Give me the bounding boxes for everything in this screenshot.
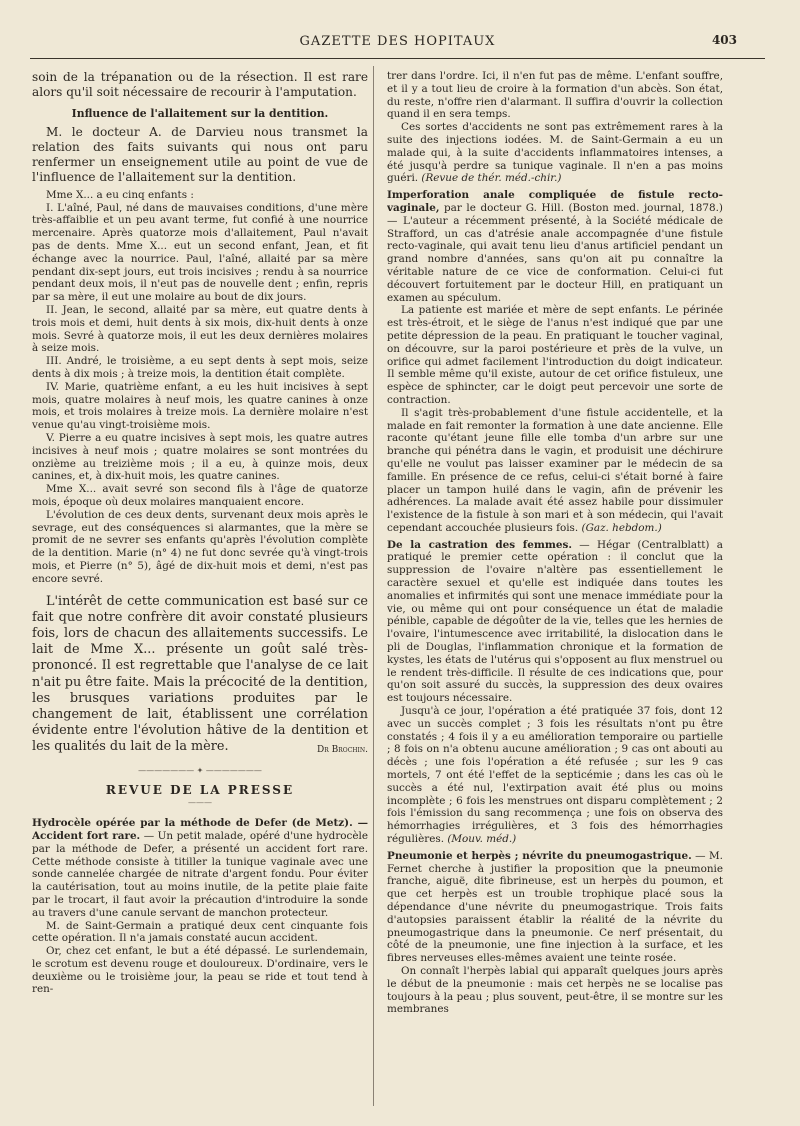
paragraph: soin de la trépanation ou de la résection. Il est rare alors qu'il soit nécessaire de recourir à l'amputation. [32, 70, 368, 99]
paragraph: IV. Marie, quatrième enfant, a eu les huit incisives à sept mois, quatre molaires à neuf mois, les quatre canines à onze mois, et trois molaires à treize mois. La dernière molaire n'est venue qu'au vingt-troisième mois. [32, 380, 368, 432]
article-title: Imperforation anale compliquée de fistule recto-vaginale, [387, 189, 723, 214]
paragraph [387, 189, 723, 304]
paragraph-text: Il s'agit très-probablement d'une fistule accidentelle, et la malade en fait remonter la formation à une date ancienne. Elle raconte qu'étant jeune fille elle tomba d'un arbre sur une branche qui pénétra dans le vagin, et produisit une déchirure qu'elle ne voulut pas laisser examiner par le médecin de sa famille. En présence de ce refus, celui-ci s'était borné à faire placer un tampon huilé dans le vagin, afin de prévenir les adhérences. La malade avait été assez habile pour dissimuler l'existence de la fistule à son mari et à son médecin, qui l'avait cependant accouchée plusieurs fois. [387, 406, 723, 534]
article-body: — M. Fernet cherche à justifier la proposition que la pneumonie franche, aiguë, dite fibrineuse, est un herpès du poumon, et que cet herpès est un trouble trophique placé sous la dépendance d'une névrite du pneumogastrique. Trois faits d'autopsies paraissent établir la réalité de la névrite du pneumogastrique dans la pneumonie. Ce nerf présentait, du côté de la pneumonie, une fine injection à la surface, et les fibres nerveuses elles-mêmes avaient une teinte rosée. [387, 849, 723, 965]
section-title: Influence de l'allaitement sur la dentition. [71, 107, 329, 120]
left-column [32, 70, 368, 1110]
paragraph [387, 705, 723, 846]
running-title: GAZETTE DES HOPITAUX [299, 34, 496, 49]
small-rule: ——— [188, 798, 212, 808]
paragraph: M. le docteur A. de Darvieu nous transmet la relation des faits suivants qui nous ont paru renfermer un enseignement utile au point de vue de l'influence de l'allaitement sur la dentition. [32, 124, 368, 184]
page-number: 403 [711, 33, 737, 47]
paragraph: V. Pierre a eu quatre incisives à sept mois, les quatre autres incisives à neuf mois ; quatre molaires se sont montrées du onzième au treizième mois ; il a eu, à quinze mois, deux canines, et, à dix-huit mois, les quatre canines. [32, 431, 368, 483]
paragraph: On connaît l'herpès labial qui apparaît quelques jours après le début de la pneumonie : mais cet herpès ne se localise pas toujours à la peau ; plus souvent, peut-être, il se montre sur les membranes [387, 964, 723, 1016]
article-title: Hydrocèle opérée par la méthode de Defer (de Metz). — Accident fort rare. [32, 817, 368, 842]
paragraph [387, 407, 723, 535]
article-body: par le docteur G. Hill. (Boston med. journal, 1878.) — L'auteur a récemment présenté, à la Société médicale de Strafford, un cas d'atrésie anale accompagnée d'une fistule recto-vaginale, qui avait tenu lieu d'anus artificiel pendant un grand nombre d'années, sans qu'on ait pu connaître la véritable nature de ce vice de conformation. Celui-ci fut découvert fortuitement par le docteur Hill, en pratiquant un examen au spéculum. [387, 201, 723, 304]
article-title: Pneumonie et herpès ; névrite du pneumogastrique. [387, 849, 692, 862]
paragraph: L'évolution de ces deux dents, survenant deux mois après le sevrage, eut des conséquences si alarmantes, que la mère se promit de ne sevrer ses enfants qu'après l'évolution complète de la dentition. Marie (n° 4) ne fut donc sevrée qu'à vingt-trois mois, et Pierre (n° 5), âgé de dix-huit mois et demi, n'est pas encore sevré. [32, 508, 368, 585]
separator-ornament: ——————— ✦ ——————— [138, 766, 262, 776]
source-citation: (Revue de thér. méd.-chir.) [421, 172, 562, 185]
paragraph [387, 850, 723, 965]
page-header [30, 30, 765, 59]
revue-title: REVUE DE LA PRESSE [105, 783, 295, 798]
source-citation: (Gaz. hebdom.) [581, 521, 662, 534]
paragraph: III. André, le troisième, a eu sept dents à sept mois, seize dents à dix mois ; à treize mois, la dentition était complète. [32, 355, 368, 380]
right-column [387, 70, 723, 1110]
paragraph: II. Jean, le second, allaité par sa mère, eut quatre dents à trois mois et demi, huit dents à six mois, dix-huit dents à onze mois. Sevré à quatorze mois, il eut les deux dernières molaires à seize mois. [32, 303, 368, 355]
paragraph: Mme X... a eu cinq enfants : [46, 188, 194, 201]
paragraph: trer dans l'ordre. Ici, il n'en fut pas de même. L'enfant souffre, et il y a tout lieu de croire à la formation d'un abcès. Son état, du reste, n'offre rien d'alarmant. Il suffira d'ouvrir la collection quand il en sera temps. [387, 70, 723, 121]
paragraph: M. de Saint-Germain a pratiqué deux cent cinquante fois cette opération. Il n'a jamais constaté aucun accident. [32, 919, 368, 945]
paragraph: Mme X... avait sevré son second fils à l'âge de quatorze mois, époque où deux molaires manquaient encore. [32, 483, 368, 508]
paragraph-text: Jusqu'à ce jour, l'opération a été pratiquée 37 fois, dont 12 avec un succès complet ; 3 fois les résultats n'ont pu être constatés ; 4 fois il y a eu amélioration temporaire ou partielle ; 8 fois on n'a obtenu aucune amélioration ; 9 cas ont abouti au décès ; une fois l'opération a été refusée ; sur les 9 cas mortels, 7 ont été l'effet de la septicémie ; dans les cas où le succès a été nul, l'extirpation avait été plus ou moins incomplète ; 6 fois les menstrues ont disparu complètement ; 2 fois l'émission du sang recommença ; une fois on observa des hémorrhagies irrégulières, et 3 fois des hémorrhagies régulières. [387, 705, 723, 846]
paragraph: I. L'aîné, Paul, né dans de mauvaises conditions, d'une mère très-affaiblie et un peu avant terme, fut confié à une nourrice mercenaire. Après quatorze mois d'allaitement, Paul n'avait pas de dents. Mme X... eut un second enfant, Jean, et fit échange avec la nourrice. Paul, l'aîné, allaité par sa mère pendant dix-sept jours, eut trois incisives ; rendu à sa nourrice pendant deux mois, il n'eut pas de nouvelle dent ; enfin, repris par sa mère, il eut une molaire au bout de dix jours. [32, 201, 368, 304]
column-divider [373, 66, 374, 1106]
article-body: — Hégar (Centralblatt) a pratiqué le premier cette opération : il conclut que la suppression de l'ovaire n'altère pas essentiellement le caractère sexuel et qu'elle est indiquée dans toutes les anomalies et infirmités qui sont une menace immédiate pour la vie, ou même qui ont pour conséquence un état de maladie pénible, capable de dégoûter de la vie, telles que les hernies de l'ovaire, l'intumescence avec irritabilité, la dislocation dans le pli de Douglas, l'inflammation chronique et la formation de kystes, les états de l'utérus qui s'opposent au flux menstruel ou le rendent très-difficile. Il résulte de ces indications que, pour qu'on soit assuré du succès, la suppression des deux ovaires est toujours nécessaire. [387, 538, 723, 705]
signature: Dr Brochin. [317, 744, 368, 755]
source-citation: (Mouv. méd.) [447, 833, 517, 846]
paragraph: Or, chez cet enfant, le but a été dépassé. Le surlendemain, le scrotum est devenu rouge et douloureux. D'ordinaire, vers le deuxième ou le troisième jour, la peau se ride et tout tend à ren- [32, 945, 368, 996]
article-title: De la castration des femmes. [387, 538, 572, 551]
article-body: — Un petit malade, opéré d'une hydrocèle par la méthode de Defer, a présenté un accident fort rare. Cette méthode consiste à titiller la tunique vaginale avec une sonde cannelée chargée de nitrate d'argent fondu. Pour éviter la cautérisation, tout au moins inutile, de la petite plaie faite par le trocart, il faut avoir la précaution d'introduire la sonde au travers d'une canule servant de manchon protecteur. [32, 829, 368, 919]
paragraph-text: Ces sortes d'accidents ne sont pas extrêmement rares à la suite des injections iodées. M. de Saint-Germain a eu un malade qui, à la suite d'accidents inflammatoires intenses, a été jusqu'à perdre sa tunique vaginale. Il n'en a pas moins guéri. [387, 121, 723, 185]
paragraph [387, 539, 723, 705]
paragraph [387, 121, 723, 185]
paragraph: L'intérêt de cette communication est basé sur ce fait que notre confrère dit avoir constaté plusieurs fois, lors de chacun des allaitements successifs. Le lait de Mme X... présente un goût salé très-prononcé. Il est regrettable que l'analyse de ce lait n'ait pu être faite. Mais la précocité de la dentition, les brusques variations produites par le changement de lait, établissent une corrélation évidente entre l'évolution hâtive de la dentition et les qualités du lait de la mère. [32, 593, 368, 755]
paragraph [32, 817, 368, 919]
paragraph: La patiente est mariée et mère de sept enfants. Le périnée est très-étroit, et le siège de l'anus n'est indiqué que par une petite dépression de la peau. En pratiquant le toucher vaginal, on découvre, sur la paroi postérieure et près de la vulve, un orifice qui admet facilement l'introduction du doigt indicateur. Il semble même qu'il existe, autour de cet orifice fistuleux, une espèce de sphincter, car le doigt peut percevoir une sorte de contraction. [387, 304, 723, 406]
